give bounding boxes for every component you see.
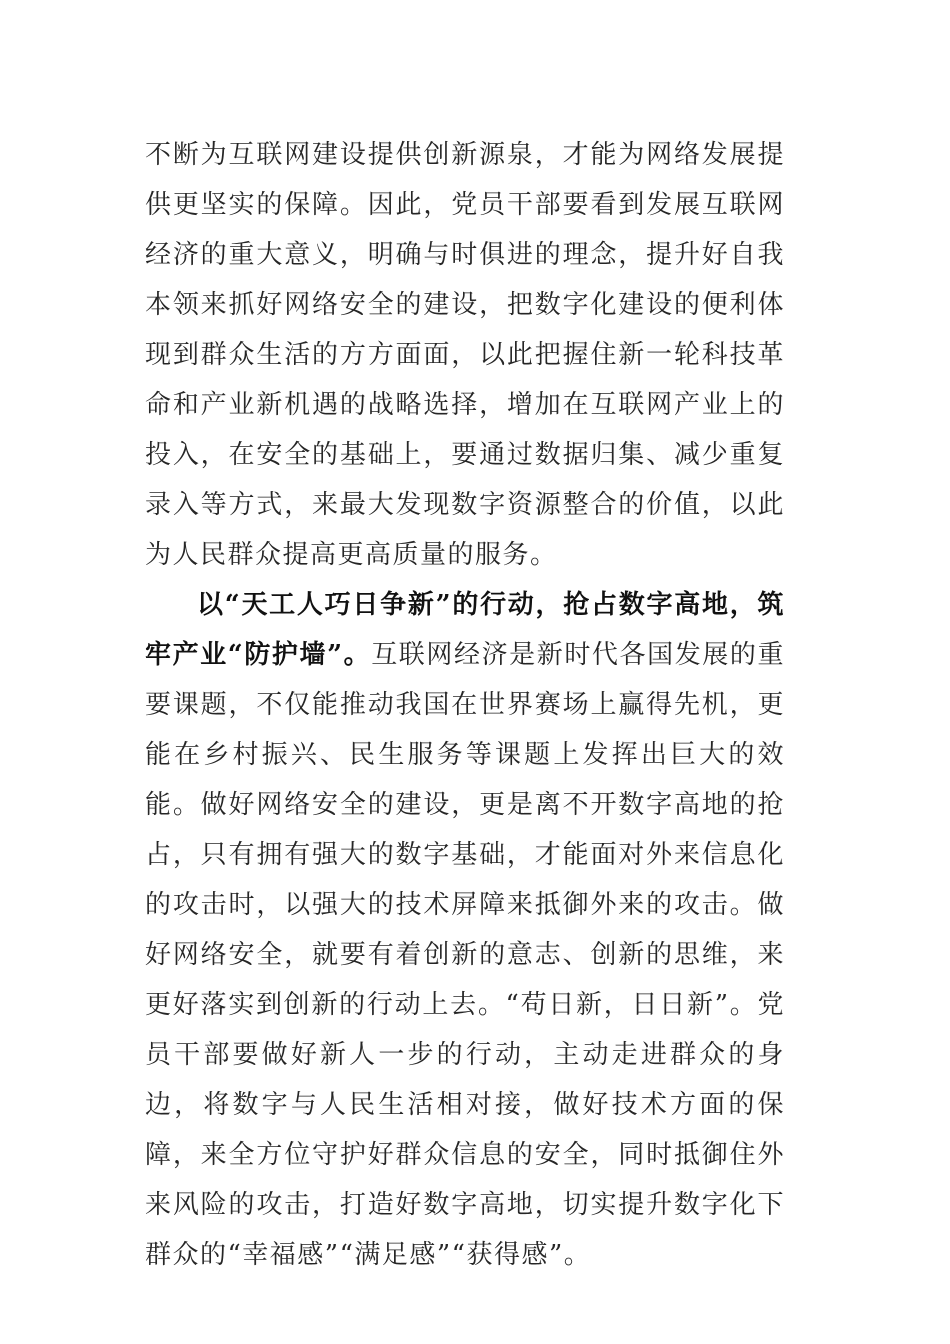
paragraph-heading-lead: 以“天工人巧日争新”的行动，抢占数字高地，筑牢产业“防护墙”。: [145, 590, 785, 670]
document-body: [145, 130, 785, 1280]
paragraph-digital-high-ground: [145, 580, 785, 1280]
paragraph-continuation: 不断为互联网建设提供创新源泉，才能为网络发展提供更坚实的保障。因此，党员干部要看到发展互联网经济的重大意义，明确与时俱进的理念，提升好自我本领来抓好网络安全的建设，把数字化建设的便利体现到群众生活的方方面面，以此把握住新一轮科技革命和产业新机遇的战略选择，增加在互联网产业上的投入，在安全的基础上，要通过数据归集、减少重复录入等方式，来最大发现数字资源整合的价值，以此为人民群众提高更高质量的服务。: [145, 140, 785, 570]
paragraph-body-text: 互联网经济是新时代各国发展的重要课题，不仅能推动我国在世界赛场上赢得先机，更能在乡村振兴、民生服务等课题上发挥出巨大的效能。做好网络安全的建设，更是离不开数字高地的抢占，只有拥有强大的数字基础，才能面对外来信息化的攻击时，以强大的技术屏障来抵御外来的攻击。做好网络安全，就要有着创新的意志、创新的思维，来更好落实到创新的行动上去。“苟日新，日日新”。党员干部要做好新人一步的行动，主动走进群众的身边，将数字与人民生活相对接，做好技术方面的保障，来全方位守护好群众信息的安全，同时抵御住外来风险的攻击，打造好数字高地，切实提升数字化下群众的“幸福感”“满足感”“获得感”。: [145, 640, 785, 1270]
